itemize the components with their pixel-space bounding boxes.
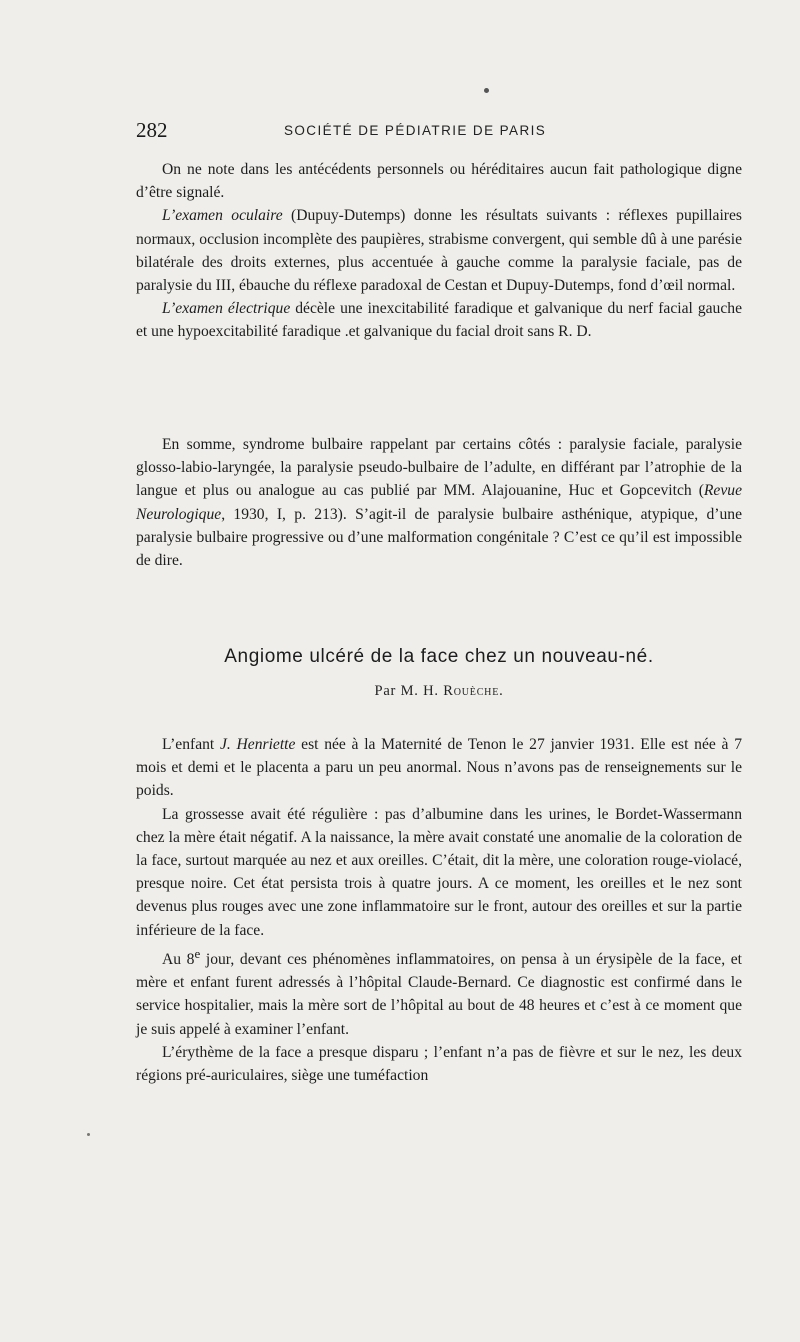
paragraph-electric-exam: L’examen électrique décèle une inexcitabilité faradique et galvanique du nerf facial gauche et une hypoexcitabilité faradique .et galvanique du facial droit sans R. D. [136, 300, 742, 341]
journal-title: SOCIÉTÉ DE PÉDIATRIE DE PARIS [284, 123, 547, 138]
print-speck [484, 88, 489, 93]
text-block-summary [136, 433, 742, 572]
page-number: 282 [136, 118, 168, 142]
running-head [136, 118, 742, 144]
article-author: Par M. H. Rouèche. [374, 683, 504, 699]
text-block-article [136, 733, 742, 1087]
paragraph-summary: En somme, syndrome bulbaire rappelant par certains côtés : paralysie faciale, paralysie glosso-labio-laryngée, la paralysie pseudo-bulbaire de l’adulte, en différant par l’atrophie de la langue et plus ou analogue au cas publié par MM. Alajouanine, Huc et Gopcevitch (Revue Neurologique, 1930, I, p. 213). S’agit-il de paralysie bulbaire asthénique, atypique, d’une paralysie bulbaire progressive ou d’une malformation congénitale ? C’est ce qu’il est impossible de dire. [136, 436, 742, 570]
paragraph-ocular-exam: L’examen oculaire (Dupuy-Dutemps) donne les résultats suivants : réflexes pupillaires normaux, occlusion incomplète des paupières, strabisme convergent, qui semble dû à une parésie bilatérale des droits externes, plus accentuée à gauche comme la paralysie faciale, pas de paralysie du III, ébauche du réflexe paradoxal de Cestan et Dupuy-Dutemps, fond d’œil normal. [136, 207, 742, 295]
article-title: Angiome ulcéré de la face chez un nouveau-né. [224, 646, 654, 667]
paragraph-erythema: L’érythème de la face a presque disparu ; l’enfant n’a pas de fièvre et sur le nez, les deux régions pré-auriculaires, siège une tuméfaction [136, 1043, 742, 1085]
paragraph-patient: L’enfant J. Henriette est née à la Maternité de Tenon le 27 janvier 1931. Elle est née à 7 mois et demi et le placenta a paru un peu anormal. Nous n’avons pas de renseignements sur le poids. [136, 736, 742, 800]
paragraph-pregnancy: La grossesse avait été régulière : pas d’albumine dans les urines, le Bordet-Wassermann chez la mère était négatif. A la naissance, la mère avait constaté une anomalie de la coloration de la face, surtout marquée au nez et aux oreilles. C’était, dit la mère, une coloration rouge-violacé, presque noire. Cet état persista trois à quatre jours. A ce moment, les oreilles et le nez sont devenus plus rouges avec une zone inflammatoire sur le front, autour des oreilles et sur la partie inférieure de la face. [136, 805, 742, 939]
print-speck [87, 1133, 90, 1136]
text-block-case-end [136, 158, 742, 344]
paragraph-eighth-day: Au 8e jour, devant ces phénomènes inflammatoires, on pensa à un érysipèle de la face, et mère et enfant furent adressés à l’hôpital Claude-Bernard. Ce diagnostic est confirmé dans le service hospitalier, mais la mère sort de l’hôpital au bout de 48 heures et c’est à ce moment que je suis appelé à examiner l’enfant. [136, 945, 742, 1038]
paragraph-antecedents: On ne note dans les antécédents personnels ou héréditaires aucun fait pathologique digne d’être signalé. [136, 161, 742, 202]
